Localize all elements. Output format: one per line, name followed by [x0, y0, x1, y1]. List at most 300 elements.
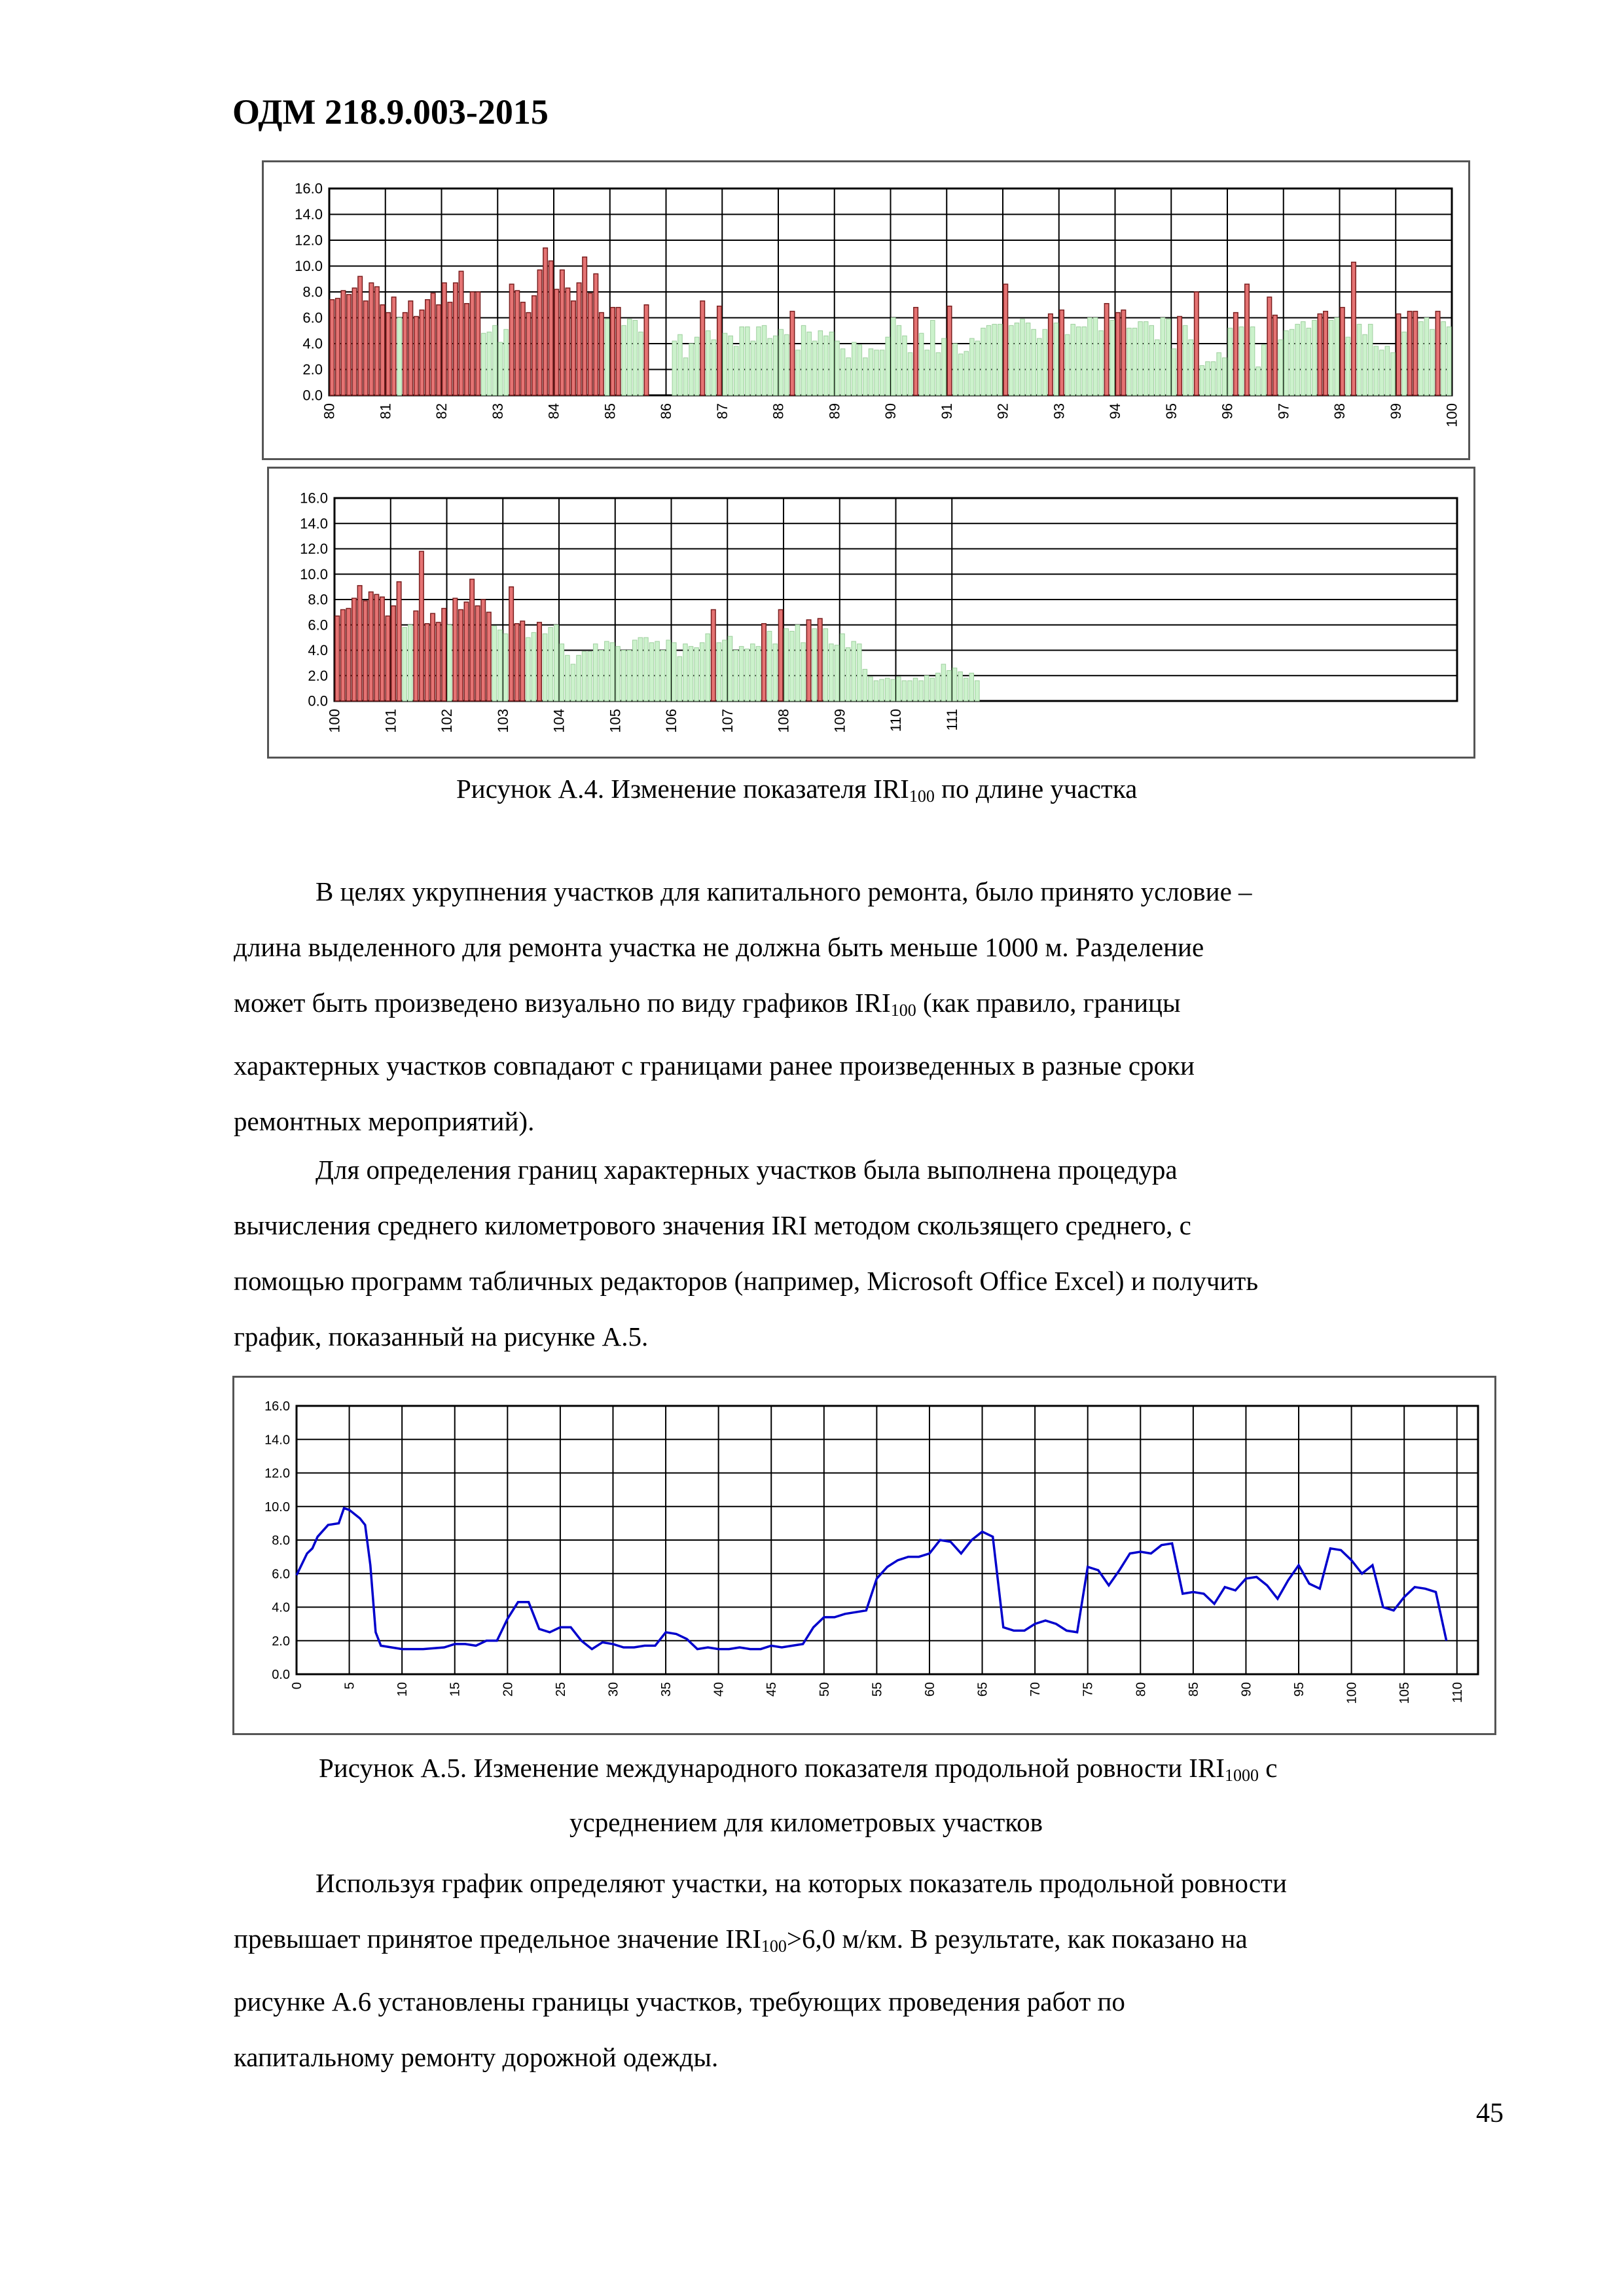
chart2-bar — [616, 647, 621, 701]
chart2-bar — [745, 649, 749, 701]
chart1-x-tick-label: 92 — [994, 403, 1011, 420]
chart1-bar — [1060, 310, 1064, 395]
chart1-bar — [1352, 262, 1356, 395]
chart1-bar — [1121, 310, 1126, 395]
chart1-bar — [746, 327, 750, 395]
iri1000-moving-average-chart — [232, 1376, 1496, 1735]
chart2-x-tick-label: 101 — [382, 709, 399, 733]
chart1-bar — [1043, 329, 1047, 395]
paragraph-2 — [234, 1142, 1510, 1365]
chart3-y-tick-label: 2.0 — [272, 1634, 290, 1649]
chart2-y-tick-label: 4.0 — [308, 642, 328, 659]
chart1-y-tick-label: 16.0 — [295, 180, 323, 197]
chart2-bar — [885, 678, 890, 701]
chart2-bar — [627, 651, 632, 702]
chart2-bar — [869, 677, 873, 701]
chart1-x-tick-label: 97 — [1275, 403, 1292, 420]
chart2-bar — [952, 668, 957, 701]
chart1-bar — [1054, 323, 1058, 395]
chart1-bar — [1032, 329, 1036, 395]
chart1-bar — [1368, 324, 1373, 395]
chart2-bar — [908, 681, 912, 701]
chart1-bar — [1329, 320, 1333, 395]
chart2-y-tick-label: 0.0 — [308, 692, 328, 709]
chart1-bar — [970, 338, 975, 395]
chart1-bar — [785, 334, 789, 395]
chart2-bar — [560, 644, 564, 701]
chart1-bar — [908, 353, 912, 395]
chart1-bar — [1206, 362, 1210, 395]
chart1-bar — [476, 292, 480, 395]
chart1-bar — [504, 329, 509, 395]
chart1-x-tick-label: 100 — [1443, 403, 1460, 427]
chart1-bar — [1178, 317, 1182, 395]
chart1-bar — [1318, 314, 1322, 395]
chart2-bar — [414, 611, 418, 701]
chart2-bar — [514, 624, 519, 701]
chart3-x-tick-label: 90 — [1239, 1682, 1254, 1697]
chart2-bar — [695, 648, 699, 701]
chart2-x-tick-label: 103 — [494, 709, 511, 733]
chart2-bar — [448, 625, 452, 701]
chart1-bar — [1290, 329, 1294, 395]
chart2-y-tick-label: 6.0 — [308, 617, 328, 634]
chart1-bar — [1037, 338, 1041, 395]
chart1-bar — [1357, 324, 1362, 395]
document-code-header: ОДМ 218.9.003-2015 — [232, 92, 549, 132]
chart2-bar — [947, 671, 952, 702]
chart1-bar — [369, 283, 374, 395]
chart1-bar — [1065, 334, 1070, 395]
chart1-bar — [914, 308, 918, 395]
chart2-bar — [386, 616, 390, 701]
chart2-bar — [734, 651, 738, 702]
chart1-bar — [1278, 340, 1283, 395]
chart1-bar — [1082, 327, 1087, 395]
chart1-bar — [459, 271, 463, 395]
chart3-x-tick-label: 0 — [290, 1682, 304, 1690]
chart2-bar — [537, 622, 542, 701]
chart1-bar — [672, 341, 677, 395]
chart1-bar — [942, 338, 947, 395]
paragraph-1-line-3 — [234, 975, 1510, 1038]
chart2-bar — [532, 632, 536, 701]
chart1-bar — [998, 324, 1002, 395]
chart1-x-tick-label: 85 — [602, 403, 619, 420]
chart1-bar — [1312, 320, 1317, 395]
chart1-bar — [330, 300, 334, 395]
chart2-bar — [689, 647, 693, 701]
chart3-x-tick-label: 65 — [975, 1682, 990, 1697]
chart1-bar — [1407, 312, 1412, 395]
paragraph-2-line-2: вычисления среднего километрового значения IRI методом скользящего среднего, с — [234, 1210, 1191, 1240]
chart1-x-tick-label: 89 — [826, 403, 843, 420]
chart1-bar — [807, 332, 812, 395]
chart1-bar — [380, 305, 385, 395]
chart1-bar — [1261, 345, 1266, 395]
chart1-bar — [812, 341, 817, 395]
chart2-y-tick-label: 16.0 — [300, 490, 328, 507]
chart2-bar — [403, 628, 407, 701]
chart2-bar — [891, 679, 895, 701]
chart1-bar — [801, 325, 806, 395]
chart1-bar — [1015, 323, 1019, 395]
chart2-bar — [397, 582, 401, 701]
chart2-x-tick-label: 102 — [439, 709, 456, 733]
chart2-bar — [941, 664, 946, 701]
chart1-bar — [605, 319, 609, 395]
chart1-bar — [875, 350, 879, 395]
chart1-bar — [1307, 328, 1311, 395]
chart1-bar — [454, 283, 458, 395]
chart2-x-tick-label: 108 — [775, 709, 792, 733]
chart1-bar — [964, 351, 969, 395]
chart1-bar — [639, 332, 643, 395]
chart1-x-tick-label: 93 — [1051, 403, 1068, 420]
chart1-bar — [1385, 346, 1390, 395]
chart3-y-tick-label: 0.0 — [272, 1668, 290, 1682]
chart1-bar — [706, 331, 711, 395]
chart1-bar — [1402, 332, 1407, 395]
chart1-bar — [1234, 313, 1238, 395]
chart2-bar — [863, 670, 867, 701]
chart1-bar — [1341, 308, 1345, 395]
chart1-bar — [897, 325, 901, 395]
chart2-bar — [470, 579, 475, 701]
chart1-bar — [1217, 353, 1221, 395]
chart1-bar — [470, 292, 475, 395]
chart1-bar — [723, 333, 727, 395]
chart1-bar — [768, 338, 772, 395]
paragraph-3-line-2-sub: 100 — [761, 1937, 787, 1956]
chart1-bar — [683, 358, 688, 395]
chart2-bar — [498, 630, 503, 702]
chart2-bar — [706, 634, 710, 701]
chart2-bar — [728, 636, 732, 701]
chart1-bar — [386, 313, 391, 395]
chart1-bar — [1447, 327, 1451, 395]
chart3-x-tick-label: 55 — [870, 1682, 885, 1697]
chart1-bar — [779, 329, 784, 395]
chart3-x-tick-label: 50 — [817, 1682, 832, 1697]
chart1-bar — [1003, 284, 1008, 395]
chart1-bar — [526, 313, 531, 395]
chart1-bar — [840, 349, 845, 395]
chart2-bar — [666, 640, 671, 701]
chart2-bar — [638, 637, 643, 701]
chart2-bar — [756, 647, 761, 701]
chart1-bar — [549, 261, 553, 395]
chart1-bar — [1284, 331, 1289, 395]
chart2-bar — [975, 681, 980, 701]
chart2-bar — [812, 629, 817, 701]
chart2-bar — [700, 643, 704, 701]
chart1-x-tick-label: 82 — [433, 403, 450, 420]
chart1-bar — [835, 341, 840, 395]
chart3-x-tick-label: 10 — [395, 1682, 410, 1697]
paragraph-3-line-1: Используя график определяют участки, на которых показатель продольной ровности — [316, 1868, 1287, 1898]
chart2-bar — [369, 592, 373, 701]
paragraph-1-line-2: длина выделенного для ремонта участка не должна быть меньше 1000 м. Разделение — [234, 932, 1204, 962]
chart2-bar — [644, 637, 649, 701]
chart1-bar — [465, 304, 469, 395]
chart1-bar — [829, 332, 834, 395]
chart1-y-tick-label: 10.0 — [295, 258, 323, 275]
chart1-bar — [622, 325, 626, 395]
chart1-bar — [437, 305, 441, 395]
paragraph-3-line-4: капитальному ремонту дорожной одежды. — [234, 2042, 719, 2072]
chart1-y-tick-label: 0.0 — [302, 387, 323, 404]
chart2-bar — [672, 643, 677, 701]
chart1-bar — [773, 336, 778, 395]
chart2-y-tick-label: 8.0 — [308, 591, 328, 608]
chart2-bar — [857, 644, 862, 701]
chart1-bar — [616, 308, 621, 395]
chart1-bar — [734, 346, 738, 395]
chart2-x-tick-label: 100 — [326, 709, 343, 733]
chart1-bar — [1088, 318, 1092, 396]
chart1-bar — [493, 325, 497, 395]
chart1-bar — [566, 288, 570, 395]
chart2-bar — [902, 681, 907, 701]
chart2-bar — [599, 651, 604, 702]
chart2-x-tick-label: 107 — [719, 709, 736, 733]
chart3-y-tick-label: 8.0 — [272, 1534, 290, 1548]
chart3-y-tick-label: 16.0 — [264, 1399, 290, 1414]
chart1-bar — [953, 344, 958, 395]
chart2-bar — [554, 625, 558, 701]
chart2-bar — [913, 678, 918, 701]
chart1-bar — [537, 270, 542, 395]
chart2-bar — [425, 624, 429, 701]
chart1-bar — [1245, 284, 1250, 395]
chart1-bar — [1077, 327, 1081, 395]
chart2-bar — [577, 655, 581, 701]
chart2-y-tick-label: 10.0 — [300, 565, 328, 583]
chart1-bar — [1380, 350, 1384, 395]
paragraph-3-line-2-a: превышает принятое предельное значение IRI — [234, 1924, 761, 1954]
chart2-bar — [806, 620, 811, 701]
chart1-bar — [1155, 340, 1160, 395]
paragraph-3-line-3: рисунке А.6 установлены границы участков, требующих проведения работ по — [234, 1986, 1125, 2017]
chart2-bar — [801, 643, 806, 701]
chart1-bar — [796, 350, 801, 395]
chart1-bar — [986, 325, 991, 395]
figure-a5-caption-line-1 — [319, 1749, 1277, 1795]
chart1-bar — [1324, 312, 1328, 395]
chart1-bar — [1250, 327, 1255, 395]
chart2-bar — [335, 616, 340, 701]
chart1-bar — [448, 302, 452, 395]
chart2-bar — [964, 678, 968, 701]
chart3-x-tick-label: 70 — [1028, 1682, 1043, 1697]
paragraph-1 — [234, 864, 1510, 1149]
chart2-bar — [431, 613, 435, 701]
chart1-bar — [717, 306, 722, 395]
chart1-bar — [532, 296, 537, 395]
chart2-bar — [391, 606, 396, 701]
chart1-bar — [892, 318, 896, 396]
chart2-x-tick-label: 110 — [888, 709, 905, 732]
chart3-x-tick-label: 105 — [1398, 1682, 1413, 1704]
chart2-bar — [773, 644, 778, 701]
chart1-bar — [431, 293, 435, 395]
chart2-bar — [790, 631, 795, 701]
chart2-bar — [958, 672, 963, 701]
chart1-bar — [594, 274, 598, 395]
chart3-y-tick-label: 10.0 — [264, 1499, 290, 1515]
chart2-bar — [610, 643, 615, 701]
chart1-bar — [1374, 346, 1379, 395]
chart2-bar — [420, 551, 424, 701]
chart1-x-tick-label: 95 — [1163, 403, 1180, 420]
chart1-bar — [863, 358, 868, 395]
chart1-bar — [1273, 315, 1278, 395]
chart1-bar — [729, 336, 733, 395]
chart1-bar — [633, 320, 638, 395]
chart2-bar — [835, 645, 839, 701]
chart1-bar — [1391, 353, 1396, 395]
chart2-bar — [374, 594, 379, 701]
chart1-bar — [846, 358, 851, 395]
chart1-bar — [1116, 313, 1121, 395]
chart2-bar — [739, 647, 744, 701]
chart1-bar — [824, 336, 829, 395]
figure-a5-caption-suffix: с — [1258, 1753, 1278, 1783]
chart3-x-tick-label: 15 — [448, 1682, 463, 1697]
chart2-y-tick-label: 14.0 — [300, 515, 328, 532]
chart1-bar — [1099, 331, 1104, 395]
chart1-y-tick-label: 2.0 — [302, 361, 323, 378]
chart3-x-tick-label: 25 — [553, 1682, 568, 1697]
chart2-bar — [683, 644, 688, 701]
chart1-bar — [482, 333, 486, 395]
chart2-bar — [621, 651, 626, 702]
chart1-bar — [408, 301, 413, 395]
figure-a4-caption-suffix: по длине участка — [934, 774, 1138, 804]
chart1-bar — [560, 270, 565, 395]
chart1-bar — [1110, 320, 1115, 395]
chart2-bar — [380, 597, 385, 701]
figure-a4-caption — [456, 770, 1137, 816]
chart3-y-tick-label: 4.0 — [272, 1600, 290, 1615]
chart1-bar — [1222, 358, 1227, 395]
paragraph-3 — [234, 1856, 1510, 2085]
chart1-bar — [1396, 314, 1401, 395]
chart1-x-tick-label: 86 — [658, 403, 675, 420]
chart1-bar — [554, 289, 559, 395]
chart2-bar — [526, 637, 531, 701]
chart1-x-tick-label: 83 — [489, 403, 506, 420]
paragraph-3-line-2-b: >6,0 м/км. В результате, как показано на — [786, 1924, 1248, 1954]
figure-a5-caption-prefix: Рисунок А.5. Изменение международного показателя продольной ровности IRI — [319, 1753, 1225, 1783]
chart2-bar — [503, 634, 508, 701]
chart1-bar — [644, 305, 649, 395]
iri100-chart-80-100-svg — [264, 162, 1468, 458]
chart2-bar — [712, 610, 716, 702]
chart1-bar — [975, 341, 980, 395]
chart2-bar — [346, 609, 351, 701]
chart1-bar — [695, 337, 699, 395]
chart1-bar — [1132, 328, 1137, 395]
chart2-bar — [852, 641, 856, 701]
chart2-bar — [897, 677, 901, 701]
figure-a4-caption-sub: 100 — [909, 787, 935, 806]
chart2-bar — [818, 619, 822, 701]
chart2-bar — [436, 622, 441, 701]
chart2-bar — [481, 600, 486, 701]
chart1-y-tick-label: 8.0 — [302, 283, 323, 300]
chart1-x-tick-label: 81 — [377, 403, 394, 420]
iri100-chart-80-100 — [262, 160, 1470, 460]
chart1-bar — [1419, 321, 1424, 395]
chart1-bar — [487, 332, 492, 395]
chart2-bar — [762, 624, 767, 701]
figure-a4-caption-prefix: Рисунок А.4. Изменение показателя IRI — [456, 774, 909, 804]
chart1-bar — [1200, 366, 1204, 395]
chart1-bar — [577, 283, 581, 395]
chart1-bar — [852, 342, 857, 395]
chart1-bar — [420, 310, 424, 395]
page-number: 45 — [1476, 2098, 1504, 2128]
chart1-bar — [740, 327, 744, 395]
chart1-bar — [947, 306, 952, 395]
chart2-bar — [593, 644, 598, 701]
chart1-bar — [1166, 319, 1171, 395]
chart1-bar — [919, 333, 924, 395]
chart1-bar — [628, 319, 632, 395]
chart1-bar — [751, 341, 755, 395]
chart1-bar — [1049, 314, 1053, 395]
chart2-bar — [969, 673, 974, 701]
chart3-x-tick-label: 85 — [1186, 1682, 1201, 1697]
paragraph-1-line-1: В целях укрупнения участков для капитального ремонта, было принято условие – — [316, 876, 1252, 906]
chart2-x-tick-label: 105 — [607, 709, 624, 733]
chart1-bar — [925, 350, 929, 395]
chart1-bar — [600, 313, 604, 395]
figure-a5-caption-sub: 1000 — [1224, 1766, 1259, 1785]
chart3-x-tick-label: 5 — [342, 1682, 357, 1690]
paragraph-1-line-5: ремонтных мероприятий). — [234, 1106, 535, 1136]
chart1-bar — [375, 287, 380, 395]
chart1-bar — [1189, 340, 1193, 395]
paragraph-2-line-3: помощью программ табличных редакторов (например, Microsoft Office Excel) и получить — [234, 1266, 1259, 1296]
chart1-bar — [498, 342, 503, 395]
chart2-bar — [520, 621, 525, 701]
chart2-bar — [723, 640, 727, 701]
chart2-x-tick-label: 109 — [831, 709, 848, 733]
chart2-bar — [442, 609, 446, 701]
chart2-bar — [655, 641, 660, 701]
chart1-bar — [1144, 321, 1148, 395]
chart1-bar — [992, 324, 997, 395]
chart1-bar — [543, 248, 548, 395]
paragraph-1-line-3-b: (как правило, границы — [916, 988, 1181, 1018]
chart2-bar — [919, 681, 924, 701]
chart2-bar — [582, 651, 586, 701]
chart2-x-tick-label: 111 — [943, 709, 960, 731]
chart1-bar — [869, 349, 873, 395]
chart2-bar — [408, 625, 413, 701]
chart1-bar — [958, 354, 963, 395]
chart1-x-tick-label: 88 — [770, 403, 787, 420]
chart2-bar — [464, 602, 469, 701]
chart1-bar — [391, 297, 396, 395]
chart1-bar — [352, 288, 357, 395]
chart2-bar — [571, 664, 575, 701]
iri100-chart-100-120 — [267, 467, 1475, 759]
chart1-bar — [1149, 325, 1154, 395]
